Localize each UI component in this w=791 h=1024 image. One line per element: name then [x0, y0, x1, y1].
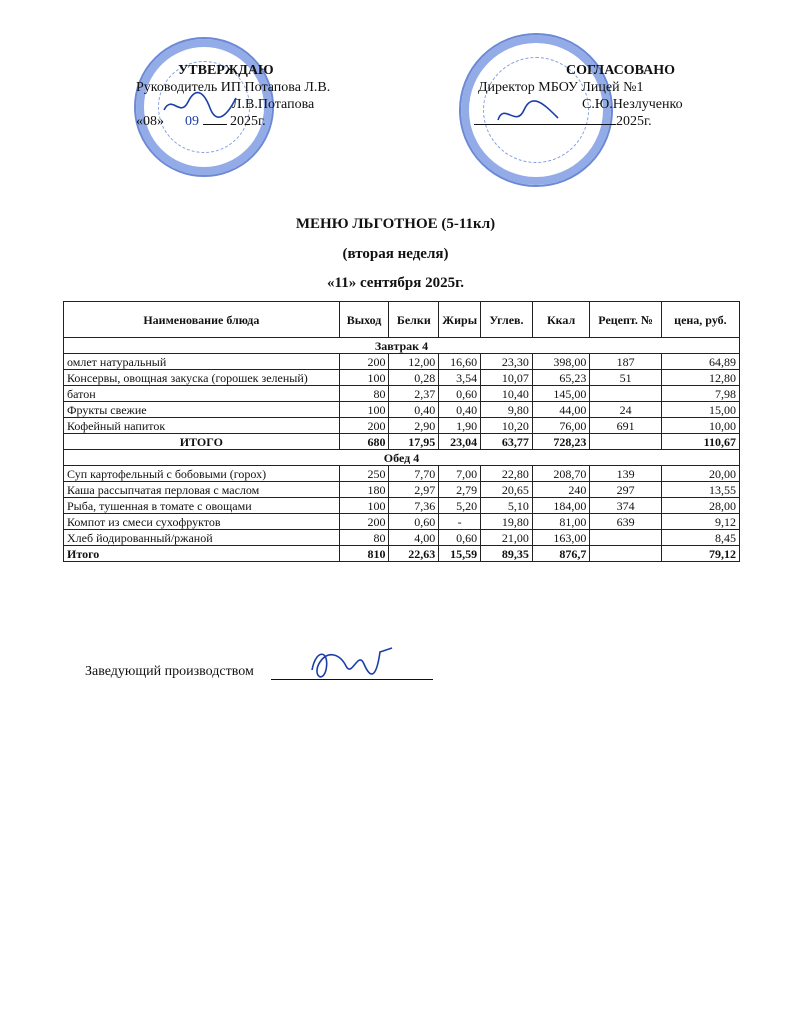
table-cell: 7,36 — [389, 498, 439, 514]
total-cell: 876,7 — [532, 546, 590, 562]
table-cell: 691 — [590, 418, 661, 434]
table-row — [64, 482, 740, 498]
table-cell — [590, 530, 661, 546]
table-cell: 0,60 — [389, 514, 439, 530]
table-row — [64, 354, 740, 370]
table-cell: 16,60 — [439, 354, 481, 370]
table-cell: 0,60 — [439, 530, 481, 546]
table-cell: - — [439, 514, 481, 530]
total-row — [64, 546, 740, 562]
table-cell: 21,00 — [481, 530, 533, 546]
table-cell: 13,55 — [661, 482, 739, 498]
total-cell: 15,59 — [439, 546, 481, 562]
table-cell: 7,98 — [661, 386, 739, 402]
header-recipe: Рецепт. № — [590, 302, 661, 338]
table-cell: 297 — [590, 482, 661, 498]
section-row — [64, 450, 740, 466]
agree-line1: Директор МБОУ Лицей №1 — [478, 80, 644, 95]
header-name: Наименование блюда — [64, 302, 340, 338]
table-cell: 10,00 — [661, 418, 739, 434]
approve-date-day: «08» — [136, 114, 164, 129]
table-cell: 240 — [532, 482, 590, 498]
total-cell: 79,12 — [661, 546, 739, 562]
table-cell: 200 — [339, 514, 389, 530]
table-cell: 208,70 — [532, 466, 590, 482]
table-cell: 200 — [339, 354, 389, 370]
table-cell: 12,80 — [661, 370, 739, 386]
table-cell: 2,79 — [439, 482, 481, 498]
table-cell: 180 — [339, 482, 389, 498]
table-cell: 22,80 — [481, 466, 533, 482]
table-cell: 44,00 — [532, 402, 590, 418]
agree-heading: СОГЛАСОВАНО — [566, 63, 675, 78]
table-cell: 76,00 — [532, 418, 590, 434]
menu-title: МЕНЮ ЛЬГОТНОЕ (5-11кл) — [295, 216, 496, 232]
table-cell: 2,97 — [389, 482, 439, 498]
header-price: цена, руб. — [661, 302, 739, 338]
total-cell: 810 — [339, 546, 389, 562]
total-cell: 63,77 — [481, 434, 533, 450]
table-cell: 100 — [339, 402, 389, 418]
table-cell: Суп картофельный с бобовыми (горох) — [64, 466, 340, 482]
table-cell: 10,07 — [481, 370, 533, 386]
header-kcal: Ккал — [532, 302, 590, 338]
table-cell: 23,30 — [481, 354, 533, 370]
approve-line1: Руководитель ИП Потапова Л.В. — [136, 80, 331, 95]
table-header-row — [64, 302, 740, 338]
table-cell: 4,00 — [389, 530, 439, 546]
approve-heading: УТВЕРЖДАЮ — [178, 63, 274, 78]
total-cell — [590, 434, 661, 450]
total-row — [64, 434, 740, 450]
table-cell: 0,40 — [389, 402, 439, 418]
table-row — [64, 418, 740, 434]
table-cell: 24 — [590, 402, 661, 418]
menu-table — [63, 301, 740, 562]
table-cell: Компот из смеси сухофруктов — [64, 514, 340, 530]
table-row — [64, 402, 740, 418]
table-cell: 1,90 — [439, 418, 481, 434]
table-cell: 9,12 — [661, 514, 739, 530]
footer-signature — [306, 640, 396, 690]
table-cell: 3,54 — [439, 370, 481, 386]
table-cell: 80 — [339, 530, 389, 546]
table-cell: 7,00 — [439, 466, 481, 482]
table-cell: 100 — [339, 498, 389, 514]
table-row — [64, 498, 740, 514]
total-cell: ИТОГО — [64, 434, 340, 450]
table-cell: 639 — [590, 514, 661, 530]
table-cell: Кофейный напиток — [64, 418, 340, 434]
agree-date-year: 2025г. — [616, 114, 652, 129]
table-cell: омлет натуральный — [64, 354, 340, 370]
table-cell: 163,00 — [532, 530, 590, 546]
approve-line2: Л.В.Потапова — [232, 97, 315, 112]
total-cell: 728,23 — [532, 434, 590, 450]
table-cell: 7,70 — [389, 466, 439, 482]
approve-date-year: 2025г. — [230, 114, 266, 129]
table-cell: 65,23 — [532, 370, 590, 386]
table-cell: Каша рассыпчатая перловая с маслом — [64, 482, 340, 498]
approve-date-month: 09 — [185, 114, 199, 129]
table-cell: 20,65 — [481, 482, 533, 498]
table-cell: 51 — [590, 370, 661, 386]
section-title: Завтрак 4 — [64, 338, 740, 354]
table-cell: 10,20 — [481, 418, 533, 434]
table-cell — [590, 386, 661, 402]
table-cell: 184,00 — [532, 498, 590, 514]
total-cell: 17,95 — [389, 434, 439, 450]
menu-subtitle: (вторая неделя) — [342, 246, 449, 262]
header-fat: Жиры — [439, 302, 481, 338]
total-cell: 110,67 — [661, 434, 739, 450]
table-cell: 8,45 — [661, 530, 739, 546]
table-cell: 0,40 — [439, 402, 481, 418]
table-cell: Рыба, тушенная в томате с овощами — [64, 498, 340, 514]
table-cell: 28,00 — [661, 498, 739, 514]
table-cell: 2,90 — [389, 418, 439, 434]
table-row — [64, 386, 740, 402]
total-cell — [590, 546, 661, 562]
table-cell: 5,20 — [439, 498, 481, 514]
table-cell: 0,28 — [389, 370, 439, 386]
table-cell: 374 — [590, 498, 661, 514]
table-cell: 187 — [590, 354, 661, 370]
footer-label: Заведующий производством — [85, 664, 254, 679]
agree-line2: С.Ю.Незлученко — [582, 97, 683, 112]
table-row — [64, 370, 740, 386]
table-cell: 10,40 — [481, 386, 533, 402]
table-cell: 200 — [339, 418, 389, 434]
table-cell: батон — [64, 386, 340, 402]
header-output: Выход — [339, 302, 389, 338]
table-cell: 5,10 — [481, 498, 533, 514]
table-cell: 64,89 — [661, 354, 739, 370]
table-cell: 139 — [590, 466, 661, 482]
table-cell: Фрукты свежие — [64, 402, 340, 418]
approve-signature — [160, 88, 240, 124]
total-cell: 680 — [339, 434, 389, 450]
header-protein: Белки — [389, 302, 439, 338]
menu-date: «11» сентября 2025г. — [327, 275, 464, 291]
table-cell: 15,00 — [661, 402, 739, 418]
table-cell: 2,37 — [389, 386, 439, 402]
table-row — [64, 514, 740, 530]
table-cell: 0,60 — [439, 386, 481, 402]
table-cell: Консервы, овощная закуска (горошек зеленый) — [64, 370, 340, 386]
section-row — [64, 338, 740, 354]
table-row — [64, 530, 740, 546]
total-cell: 22,63 — [389, 546, 439, 562]
table-cell: 398,00 — [532, 354, 590, 370]
table-cell: 81,00 — [532, 514, 590, 530]
table-cell: 19,80 — [481, 514, 533, 530]
table-cell: 20,00 — [661, 466, 739, 482]
table-cell: 9,80 — [481, 402, 533, 418]
total-cell: 23,04 — [439, 434, 481, 450]
total-cell: Итого — [64, 546, 340, 562]
table-cell: 12,00 — [389, 354, 439, 370]
table-cell: Хлеб йодированный/ржаной — [64, 530, 340, 546]
table-row — [64, 466, 740, 482]
header-carbs: Углев. — [481, 302, 533, 338]
table-cell: 100 — [339, 370, 389, 386]
agree-signature — [494, 100, 564, 130]
table-cell: 80 — [339, 386, 389, 402]
table-cell: 250 — [339, 466, 389, 482]
table-cell: 145,00 — [532, 386, 590, 402]
total-cell: 89,35 — [481, 546, 533, 562]
section-title: Обед 4 — [64, 450, 740, 466]
